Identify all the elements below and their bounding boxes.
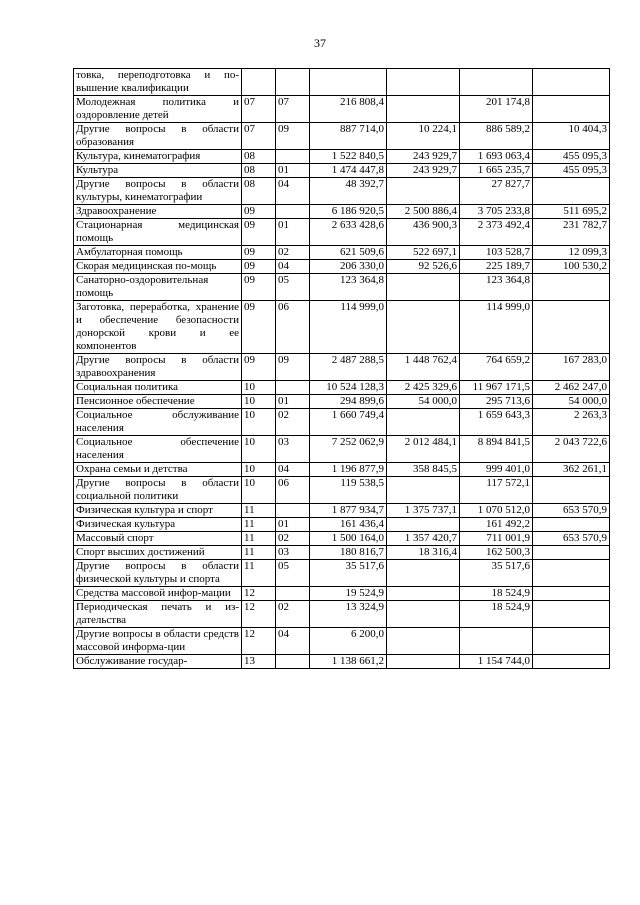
subsection-code-cell: 02: [276, 532, 310, 546]
table-row: [74, 150, 610, 164]
amount-cell-4: [533, 518, 610, 532]
section-code-cell: 09: [242, 246, 276, 260]
section-code-cell: 09: [242, 260, 276, 274]
table-row: [74, 246, 610, 260]
section-code-cell: 11: [242, 504, 276, 518]
subsection-code-cell: 01: [276, 395, 310, 409]
subsection-code-cell: 06: [276, 301, 310, 354]
amount-cell-1: 123 364,8: [310, 274, 387, 301]
amount-cell-2: 522 697,1: [387, 246, 460, 260]
subsection-code-cell: 04: [276, 628, 310, 655]
subsection-code-cell: 02: [276, 601, 310, 628]
subsection-code-cell: [276, 655, 310, 669]
amount-cell-2: 54 000,0: [387, 395, 460, 409]
section-name-cell: Периодическая печать и из-дательства: [74, 601, 242, 628]
section-name-cell: Культура, кинематография: [74, 150, 242, 164]
amount-cell-4: 455 095,3: [533, 150, 610, 164]
table-row: [74, 655, 610, 669]
amount-cell-3: 114 999,0: [460, 301, 533, 354]
amount-cell-4: [533, 601, 610, 628]
table-row: [74, 436, 610, 463]
section-name-cell: Физическая культура: [74, 518, 242, 532]
section-code-cell: 08: [242, 150, 276, 164]
amount-cell-3: 3 705 233,8: [460, 205, 533, 219]
section-code-cell: 08: [242, 178, 276, 205]
amount-cell-4: [533, 587, 610, 601]
section-code-cell: 11: [242, 518, 276, 532]
amount-cell-2: [387, 178, 460, 205]
amount-cell-1: 48 392,7: [310, 178, 387, 205]
section-name-cell: Пенсионное обеспечение: [74, 395, 242, 409]
table-row: [74, 381, 610, 395]
section-name-cell: Санаторно-оздоровительная помощь: [74, 274, 242, 301]
section-name-cell: Охрана семьи и детства: [74, 463, 242, 477]
amount-cell-2: 358 845,5: [387, 463, 460, 477]
table-row: [74, 260, 610, 274]
amount-cell-2: 2 425 329,6: [387, 381, 460, 395]
table-row: [74, 560, 610, 587]
amount-cell-3: 201 174,8: [460, 96, 533, 123]
subsection-code-cell: 06: [276, 477, 310, 504]
amount-cell-1: 19 524,9: [310, 587, 387, 601]
section-name-cell: Другие вопросы в области социальной политики: [74, 477, 242, 504]
table-row: [74, 504, 610, 518]
amount-cell-2: 92 526,6: [387, 260, 460, 274]
table-row: [74, 301, 610, 354]
subsection-code-cell: 03: [276, 546, 310, 560]
section-code-cell: 11: [242, 546, 276, 560]
amount-cell-4: [533, 655, 610, 669]
amount-cell-4: [533, 178, 610, 205]
amount-cell-2: [387, 560, 460, 587]
table-row: [74, 532, 610, 546]
amount-cell-3: 886 589,2: [460, 123, 533, 150]
amount-cell-3: 1 693 063,4: [460, 150, 533, 164]
amount-cell-2: [387, 518, 460, 532]
amount-cell-1: 1 474 447,8: [310, 164, 387, 178]
section-name-cell: Средства массовой инфор-мации: [74, 587, 242, 601]
section-name-cell: Социальная политика: [74, 381, 242, 395]
amount-cell-3: 161 492,2: [460, 518, 533, 532]
table-row: [74, 477, 610, 504]
amount-cell-1: [310, 69, 387, 96]
subsection-code-cell: 03: [276, 436, 310, 463]
amount-cell-2: 2 500 886,4: [387, 205, 460, 219]
subsection-code-cell: 07: [276, 96, 310, 123]
table-row: [74, 205, 610, 219]
section-code-cell: 12: [242, 628, 276, 655]
amount-cell-4: [533, 546, 610, 560]
amount-cell-1: 180 816,7: [310, 546, 387, 560]
amount-cell-3: 162 500,3: [460, 546, 533, 560]
subsection-code-cell: 04: [276, 178, 310, 205]
amount-cell-2: 1 375 737,1: [387, 504, 460, 518]
table-row: [74, 96, 610, 123]
amount-cell-3: 18 524,9: [460, 601, 533, 628]
amount-cell-3: 1 154 744,0: [460, 655, 533, 669]
table-row: [74, 354, 610, 381]
subsection-code-cell: [276, 205, 310, 219]
amount-cell-2: 436 900,3: [387, 219, 460, 246]
budget-table: [73, 68, 610, 669]
amount-cell-1: 1 138 661,2: [310, 655, 387, 669]
amount-cell-3: 1 070 512,0: [460, 504, 533, 518]
section-name-cell: Другие вопросы в области образования: [74, 123, 242, 150]
section-name-cell: Стационарная медицинская помощь: [74, 219, 242, 246]
table-row: [74, 601, 610, 628]
subsection-code-cell: [276, 587, 310, 601]
amount-cell-4: 653 570,9: [533, 504, 610, 518]
table-row: [74, 164, 610, 178]
section-name-cell: Другие вопросы в области культуры, кинематографии: [74, 178, 242, 205]
amount-cell-4: 10 404,3: [533, 123, 610, 150]
subsection-code-cell: 01: [276, 164, 310, 178]
amount-cell-3: 123 364,8: [460, 274, 533, 301]
amount-cell-4: 2 462 247,0: [533, 381, 610, 395]
amount-cell-4: 231 782,7: [533, 219, 610, 246]
amount-cell-3: [460, 69, 533, 96]
amount-cell-2: [387, 587, 460, 601]
amount-cell-3: 8 894 841,5: [460, 436, 533, 463]
subsection-code-cell: [276, 381, 310, 395]
amount-cell-1: 294 899,6: [310, 395, 387, 409]
amount-cell-2: 243 929,7: [387, 150, 460, 164]
section-name-cell: Массовый спорт: [74, 532, 242, 546]
amount-cell-4: [533, 560, 610, 587]
table-row: [74, 178, 610, 205]
amount-cell-3: 1 659 643,3: [460, 409, 533, 436]
amount-cell-4: [533, 628, 610, 655]
section-name-cell: Амбулаторная помощь: [74, 246, 242, 260]
table-row: [74, 463, 610, 477]
amount-cell-4: 2 263,3: [533, 409, 610, 436]
section-code-cell: 10: [242, 463, 276, 477]
amount-cell-1: 114 999,0: [310, 301, 387, 354]
subsection-code-cell: 09: [276, 123, 310, 150]
amount-cell-2: 2 012 484,1: [387, 436, 460, 463]
subsection-code-cell: [276, 150, 310, 164]
amount-cell-3: 103 528,7: [460, 246, 533, 260]
section-code-cell: 12: [242, 601, 276, 628]
amount-cell-1: 35 517,6: [310, 560, 387, 587]
amount-cell-4: 167 283,0: [533, 354, 610, 381]
amount-cell-2: [387, 628, 460, 655]
amount-cell-4: [533, 69, 610, 96]
amount-cell-3: 2 373 492,4: [460, 219, 533, 246]
table-row: [74, 123, 610, 150]
section-code-cell: 09: [242, 219, 276, 246]
section-name-cell: Здравоохранение: [74, 205, 242, 219]
amount-cell-1: 621 509,6: [310, 246, 387, 260]
section-code-cell: 10: [242, 381, 276, 395]
amount-cell-4: 362 261,1: [533, 463, 610, 477]
amount-cell-1: 119 538,5: [310, 477, 387, 504]
section-name-cell: Другие вопросы в области здравоохранения: [74, 354, 242, 381]
amount-cell-4: 54 000,0: [533, 395, 610, 409]
amount-cell-3: 35 517,6: [460, 560, 533, 587]
amount-cell-1: 10 524 128,3: [310, 381, 387, 395]
section-name-cell: Другие вопросы в области средств массовой информа-ции: [74, 628, 242, 655]
subsection-code-cell: 09: [276, 354, 310, 381]
section-code-cell: 09: [242, 274, 276, 301]
amount-cell-4: 455 095,3: [533, 164, 610, 178]
table-row: [74, 274, 610, 301]
section-code-cell: [242, 69, 276, 96]
amount-cell-3: 18 524,9: [460, 587, 533, 601]
table-row: [74, 587, 610, 601]
amount-cell-3: 225 189,7: [460, 260, 533, 274]
amount-cell-1: 6 200,0: [310, 628, 387, 655]
section-name-cell: Молодежная политика и оздоровление детей: [74, 96, 242, 123]
subsection-code-cell: 01: [276, 219, 310, 246]
amount-cell-1: 6 186 920,5: [310, 205, 387, 219]
amount-cell-1: 1 500 164,0: [310, 532, 387, 546]
table-row: [74, 219, 610, 246]
amount-cell-3: 711 001,9: [460, 532, 533, 546]
amount-cell-1: 1 522 840,5: [310, 150, 387, 164]
subsection-code-cell: [276, 69, 310, 96]
amount-cell-4: 100 530,2: [533, 260, 610, 274]
section-name-cell: Физическая культура и спорт: [74, 504, 242, 518]
section-name-cell: Спорт высших достижений: [74, 546, 242, 560]
amount-cell-2: [387, 601, 460, 628]
amount-cell-1: 206 330,0: [310, 260, 387, 274]
subsection-code-cell: 04: [276, 463, 310, 477]
amount-cell-4: 2 043 722,6: [533, 436, 610, 463]
table-row: [74, 395, 610, 409]
amount-cell-3: 1 665 235,7: [460, 164, 533, 178]
section-name-cell: товка, переподготовка и по-вышение квалификации: [74, 69, 242, 96]
section-code-cell: 11: [242, 532, 276, 546]
amount-cell-3: 27 827,7: [460, 178, 533, 205]
section-name-cell: Социальное обеспечение населения: [74, 436, 242, 463]
amount-cell-4: [533, 477, 610, 504]
amount-cell-1: 161 436,4: [310, 518, 387, 532]
amount-cell-2: 1 448 762,4: [387, 354, 460, 381]
section-name-cell: Заготовка, переработка, хранение и обеспечение безопасности донорской крови и ее компонентов: [74, 301, 242, 354]
section-code-cell: 10: [242, 436, 276, 463]
amount-cell-1: 216 808,4: [310, 96, 387, 123]
table-row: [74, 69, 610, 96]
amount-cell-1: 2 487 288,5: [310, 354, 387, 381]
section-code-cell: 10: [242, 409, 276, 436]
table-row: [74, 518, 610, 532]
amount-cell-1: 2 633 428,6: [310, 219, 387, 246]
amount-cell-1: 1 877 934,7: [310, 504, 387, 518]
budget-table-body: [74, 69, 610, 669]
amount-cell-4: [533, 301, 610, 354]
subsection-code-cell: 05: [276, 274, 310, 301]
subsection-code-cell: 04: [276, 260, 310, 274]
amount-cell-1: 887 714,0: [310, 123, 387, 150]
amount-cell-2: [387, 274, 460, 301]
section-code-cell: 09: [242, 301, 276, 354]
amount-cell-4: [533, 96, 610, 123]
amount-cell-2: 1 357 420,7: [387, 532, 460, 546]
amount-cell-1: 7 252 062,9: [310, 436, 387, 463]
section-code-cell: 10: [242, 477, 276, 504]
section-code-cell: 12: [242, 587, 276, 601]
section-name-cell: Другие вопросы в области физической культуры и спорта: [74, 560, 242, 587]
amount-cell-3: 764 659,2: [460, 354, 533, 381]
table-row: [74, 409, 610, 436]
amount-cell-2: [387, 655, 460, 669]
amount-cell-3: [460, 628, 533, 655]
amount-cell-4: [533, 274, 610, 301]
section-code-cell: 09: [242, 354, 276, 381]
subsection-code-cell: 01: [276, 518, 310, 532]
section-code-cell: 11: [242, 560, 276, 587]
subsection-code-cell: 02: [276, 246, 310, 260]
subsection-code-cell: [276, 504, 310, 518]
amount-cell-2: [387, 96, 460, 123]
amount-cell-3: 295 713,6: [460, 395, 533, 409]
section-name-cell: Социальное обслуживание населения: [74, 409, 242, 436]
section-code-cell: 13: [242, 655, 276, 669]
amount-cell-3: 999 401,0: [460, 463, 533, 477]
amount-cell-2: 243 929,7: [387, 164, 460, 178]
section-name-cell: Скорая медицинская по-мощь: [74, 260, 242, 274]
amount-cell-2: [387, 301, 460, 354]
amount-cell-1: 1 660 749,4: [310, 409, 387, 436]
section-code-cell: 08: [242, 164, 276, 178]
amount-cell-2: [387, 69, 460, 96]
amount-cell-2: 18 316,4: [387, 546, 460, 560]
amount-cell-2: [387, 409, 460, 436]
section-name-cell: Обслуживание государ-: [74, 655, 242, 669]
section-name-cell: Культура: [74, 164, 242, 178]
amount-cell-4: 12 099,3: [533, 246, 610, 260]
page-number: 37: [314, 36, 326, 50]
amount-cell-2: 10 224,1: [387, 123, 460, 150]
section-code-cell: 07: [242, 96, 276, 123]
table-row: [74, 546, 610, 560]
subsection-code-cell: 02: [276, 409, 310, 436]
subsection-code-cell: 05: [276, 560, 310, 587]
amount-cell-3: 117 572,1: [460, 477, 533, 504]
amount-cell-4: 511 695,2: [533, 205, 610, 219]
section-code-cell: 09: [242, 205, 276, 219]
amount-cell-1: 13 324,9: [310, 601, 387, 628]
amount-cell-4: 653 570,9: [533, 532, 610, 546]
amount-cell-1: 1 196 877,9: [310, 463, 387, 477]
amount-cell-3: 11 967 171,5: [460, 381, 533, 395]
section-code-cell: 10: [242, 395, 276, 409]
amount-cell-2: [387, 477, 460, 504]
table-row: [74, 628, 610, 655]
section-code-cell: 07: [242, 123, 276, 150]
